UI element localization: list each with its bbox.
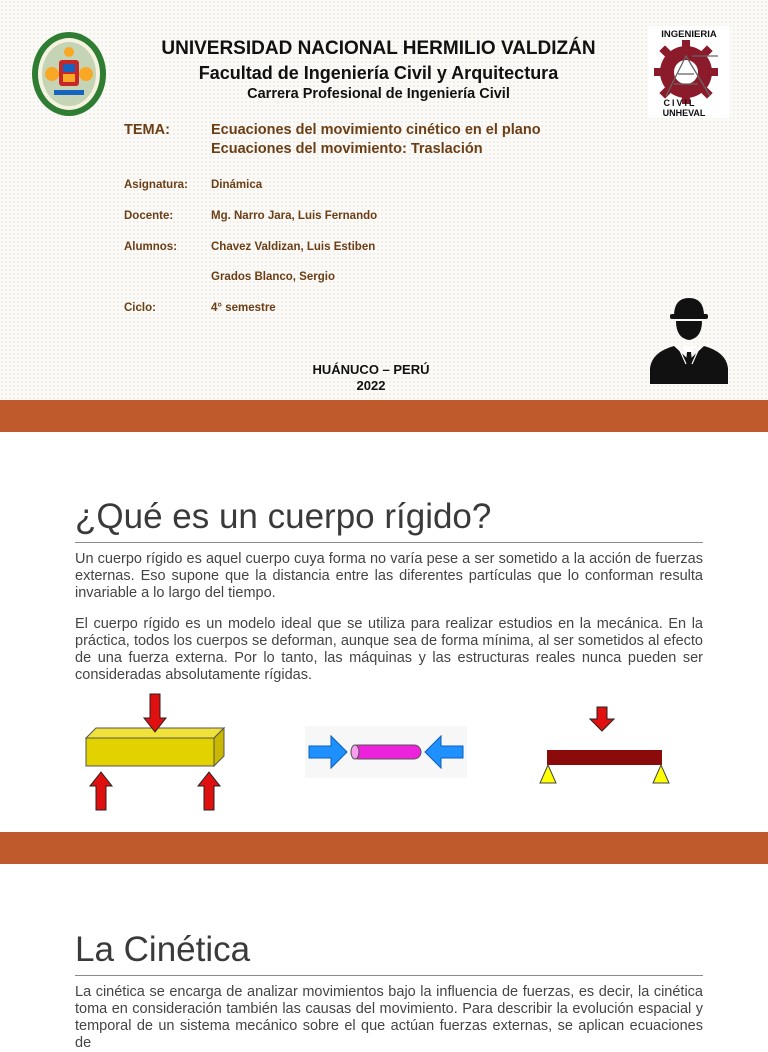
slide2-paragraph-2: El cuerpo rígido es un modelo ideal que se utiliza para realizar estudios en la mecánica. En la práctica, todos los cuerpos se deforman, aunque sea de forma mínima, al ser sometidos al efecto de una fuerza externa. Por lo tanto, las máquinas y las estructuras reales nunca pueden ser consideradas absolutamente rígidas. (75, 616, 703, 683)
alumno-2: Grados Blanco, Sergio (211, 271, 335, 283)
tema-line-2: Ecuaciones del movimiento: Traslación (211, 141, 483, 157)
tema-label: TEMA: (124, 122, 170, 138)
cover-slide (0, 0, 768, 400)
rod-compression-diagram (305, 726, 467, 778)
slide3-heading: La Cinética (75, 930, 251, 969)
up-arrow-right-icon (198, 772, 220, 810)
logo-top-text: INGENIERIA (661, 29, 717, 40)
slide2-heading: ¿Qué es un cuerpo rígido? (75, 497, 492, 536)
slide2-paragraph-1: Un cuerpo rígido es aquel cuerpo cuya forma no varía pese a ser sometido a la acción de fuerzas externas. Eso supone que la distancia entre las diferentes partículas que lo conforman resulta invariable a lo largo del tiempo. (75, 551, 703, 601)
alumno-1: Chavez Valdizan, Luis Estiben (211, 241, 376, 253)
city-text: HUÁNUCO – PERÚ (312, 362, 430, 377)
load-arrow-icon (590, 707, 614, 731)
university-name: UNIVERSIDAD NACIONAL HERMILIO VALDIZÁN (161, 38, 596, 59)
docente-label: Docente: (124, 210, 174, 222)
simply-supported-beam-diagram (536, 705, 674, 787)
alumnos-label: Alumnos: (124, 241, 178, 253)
separator-band-2 (0, 832, 768, 864)
asignatura-label: Asignatura: (124, 179, 188, 191)
ciclo-value: 4° semestre (211, 302, 276, 314)
separator-band-1 (0, 400, 768, 432)
engineering-logo (648, 26, 730, 118)
tema-line-1: Ecuaciones del movimiento cinético en el plano (211, 122, 541, 138)
logo-bottom-text: UNHEVAL (662, 108, 706, 118)
career-name: Carrera Profesional de Ingeniería Civil (247, 86, 510, 102)
left-support-icon (540, 765, 556, 783)
slide3-paragraph-1: La cinética se encarga de analizar movimientos bajo la influencia de fuerzas, es decir, la cinética toma en consideración también las causas del movimiento. Para describir la evolución espacial y temporal de un sistema mecánico sobre el que actúan fuerzas externas, se aplican ecuaciones de (75, 984, 703, 1051)
faculty-name: Facultad de Ingeniería Civil y Arquitectura (198, 63, 559, 83)
logo-civil-text: CIVIL (663, 98, 697, 108)
engineer-silhouette-icon (648, 294, 730, 384)
asignatura-value: Dinámica (211, 179, 263, 191)
docente-value: Mg. Narro Jara, Luis Fernando (211, 210, 378, 222)
city-year (0, 362, 742, 394)
slide3-heading-rule (75, 975, 703, 976)
year-text: 2022 (356, 378, 386, 393)
beam-compression-diagram (80, 692, 230, 814)
slide2-heading-rule (75, 542, 703, 543)
down-arrow-icon (144, 694, 166, 732)
right-support-icon (653, 765, 669, 783)
ciclo-label: Ciclo: (124, 302, 156, 314)
up-arrow-left-icon (90, 772, 112, 810)
